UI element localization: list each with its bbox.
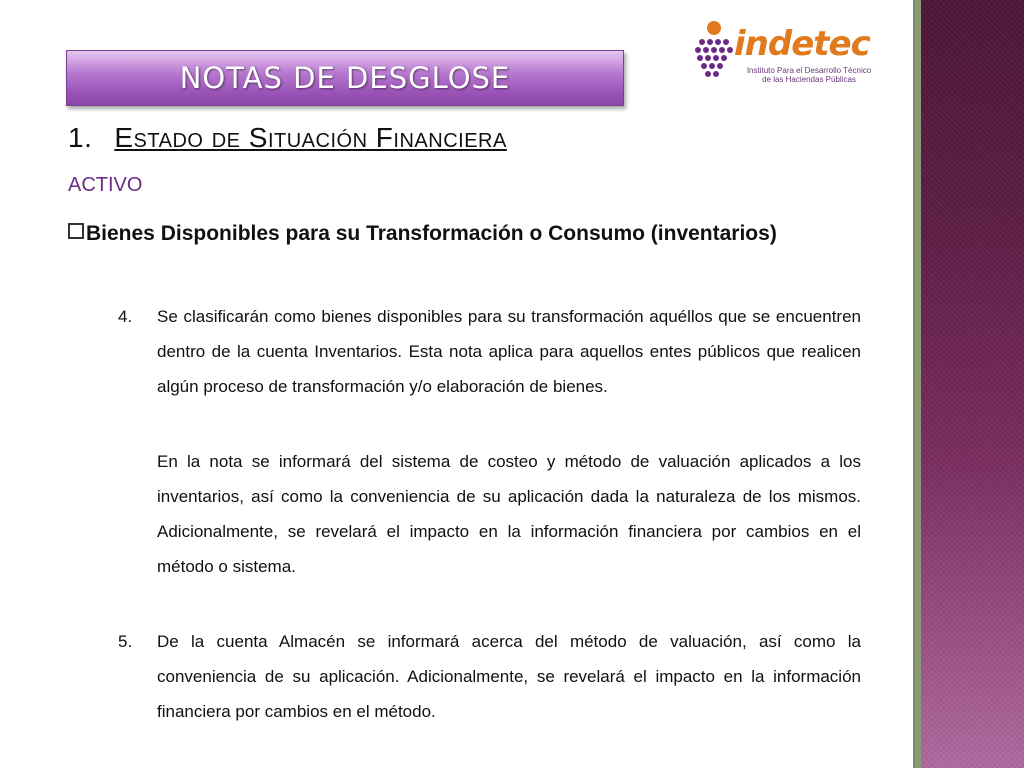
list-item xyxy=(118,299,861,404)
logo-subtitle-line1: Instituto Para el Desarrollo Técnico xyxy=(746,66,872,75)
page-title: NOTAS DE DESGLOSE xyxy=(179,61,511,95)
title-banner xyxy=(66,50,624,106)
list-item-number: 4. xyxy=(118,307,133,326)
logo-dots-icon xyxy=(692,20,740,84)
logo-subtitle-line2: de las Haciendas Públicas xyxy=(762,75,856,84)
section-heading-text: Estado de Situación Financiera xyxy=(114,122,507,153)
checkbox-bullet-icon xyxy=(68,223,84,239)
decorative-side-bar xyxy=(913,0,1024,768)
list-item-paragraph: Se clasificarán como bienes disponibles para su transformación aquéllos que se encuentren dentro de la cuenta Inventarios. Esta nota aplica para aquellos entes públicos que realicen algún proceso de transformación y/o elaboración de bienes. xyxy=(157,307,861,396)
logo-subtitle xyxy=(734,66,884,84)
bullet-heading-text: Bienes Disponibles para su Transformación o Consumo (inventarios) xyxy=(86,222,777,245)
list-item-paragraph: De la cuenta Almacén se informará acerca del método de valuación, así como la conveniencia de su aplicación. Adicionalmente, se revelará el impacto en la información financiera por cambios en el método. xyxy=(157,632,861,721)
list-item xyxy=(118,624,861,729)
subheading-activo: ACTIVO xyxy=(68,174,143,196)
bullet-heading xyxy=(68,214,861,254)
section-heading xyxy=(68,122,507,154)
list-item-paragraph-continued: En la nota se informará del sistema de costeo y método de valuación aplicados a los inventarios, así como la conveniencia de su aplicación dada la naturaleza de los mismos. Adicionalmente, se revelará el impacto en la información financiera por cambios en el método o sistema. xyxy=(157,452,861,576)
section-number: 1. xyxy=(68,122,93,153)
logo-wordmark: indetec xyxy=(734,24,870,64)
list-item-number: 5. xyxy=(118,632,133,651)
indetec-logo xyxy=(692,20,892,86)
